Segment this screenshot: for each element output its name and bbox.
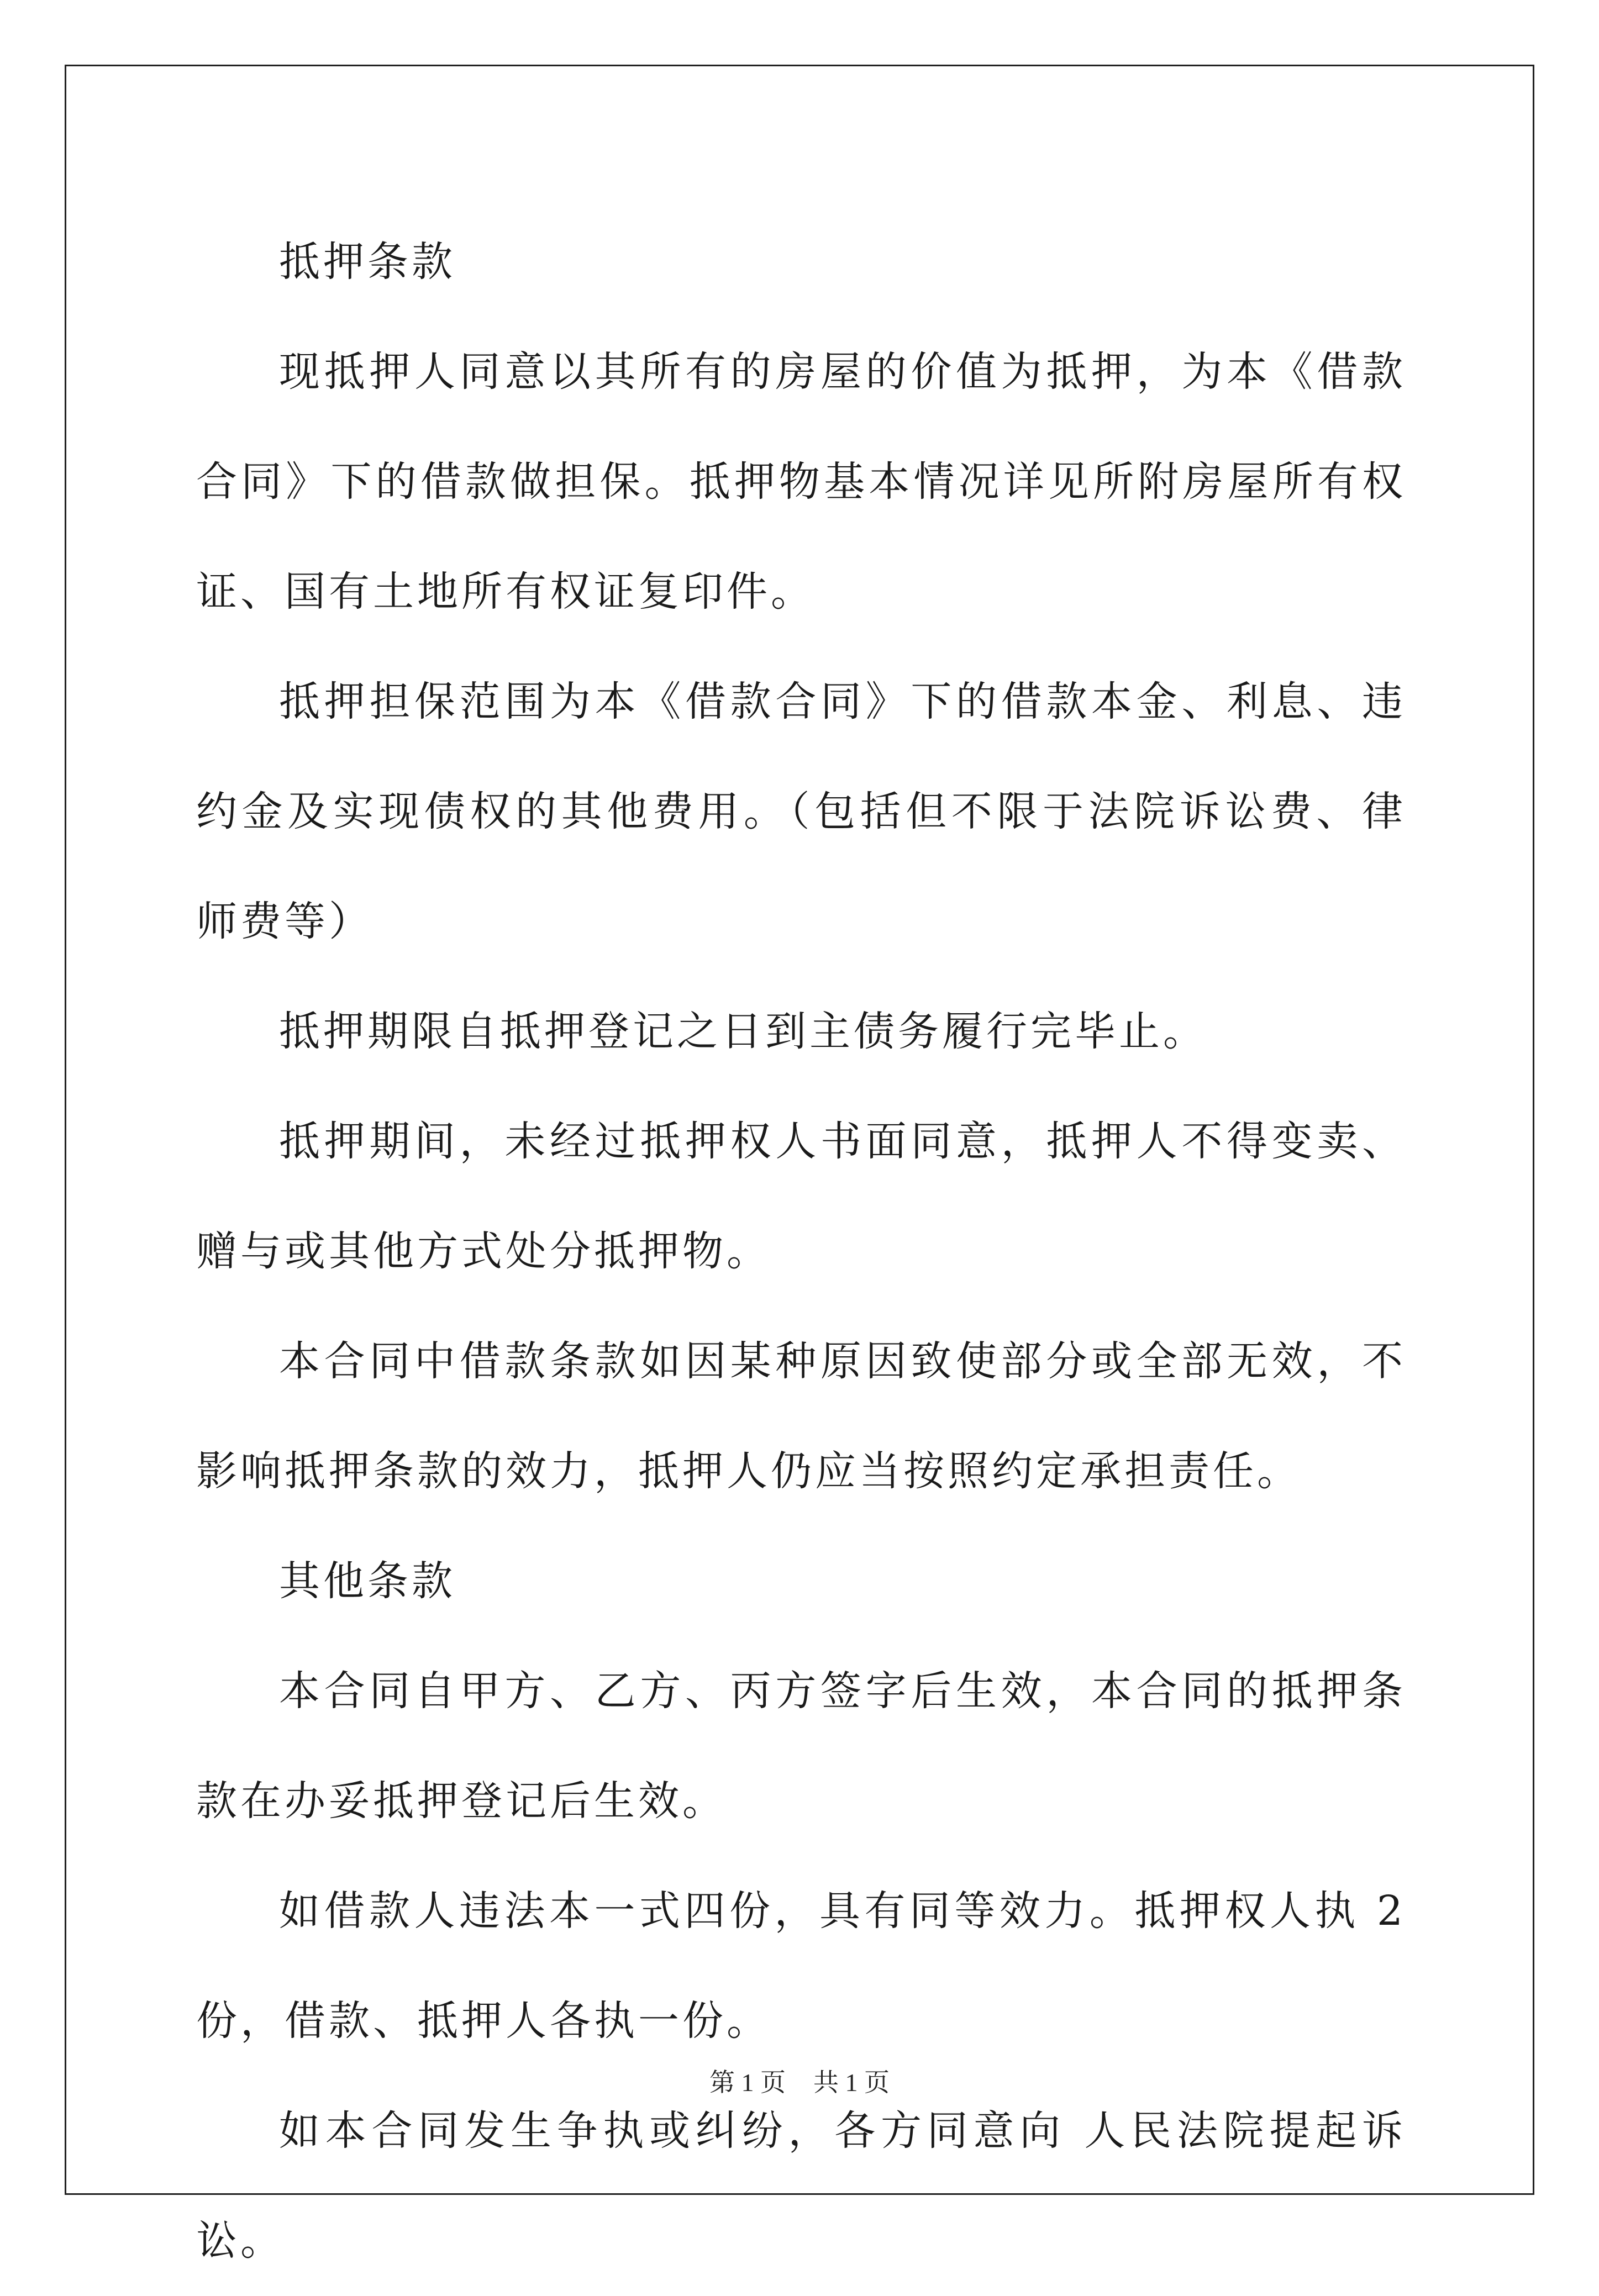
paragraph-dispute-resolution: 如本合同发生争执或纠纷，各方同意向 人民法院提起诉讼。	[196, 2107, 1406, 2265]
paragraph-clause-validity: 本合同中借款条款如因某种原因致使部分或全部无效，不影响抵押条款的效力，抵押人仍应当按照约定承担责任。	[196, 1337, 1406, 1495]
section-heading-other-clauses: 其他条款	[279, 1557, 456, 1605]
section-heading-mortgage-clauses: 抵押条款	[279, 238, 456, 286]
paragraph-guarantee-scope: 抵押担保范围为本《借款合同》下的借款本金、利息、违约金及实现债权的其他费用。（包括但不限于法院诉讼费、律师费等）	[196, 678, 1406, 945]
paragraph-mortgage-term: 抵押期限自抵押登记之日到主债务履行完毕止。	[279, 1008, 1207, 1055]
page-number-total: 共 1 页	[813, 2068, 890, 2097]
paragraph-mortgage-period-restrictions: 抵押期间，未经过抵押权人书面同意，抵押人不得变卖、赠与或其他方式处分抵押物。	[196, 1118, 1406, 1275]
paragraph-mortgage-consent: 现抵押人同意以其所有的房屋的价值为抵押，为本《借款合同》下的借款做担保。抵押物基本情况详见所附房屋所有权证、国有土地所有权证复印件。	[196, 348, 1406, 615]
paragraph-effective-date: 本合同自甲方、乙方、丙方签字后生效，本合同的抵押条款在办妥抵押登记后生效。	[196, 1667, 1406, 1825]
page-footer	[0, 2066, 1599, 2099]
paragraph-copies: 如借款人违法本一式四份，具有同等效力。抵押权人执 2 份，借款、抵押人各执一份。	[196, 1887, 1406, 2045]
page-number-current: 第 1 页	[709, 2068, 786, 2097]
document-body	[196, 207, 1406, 2296]
